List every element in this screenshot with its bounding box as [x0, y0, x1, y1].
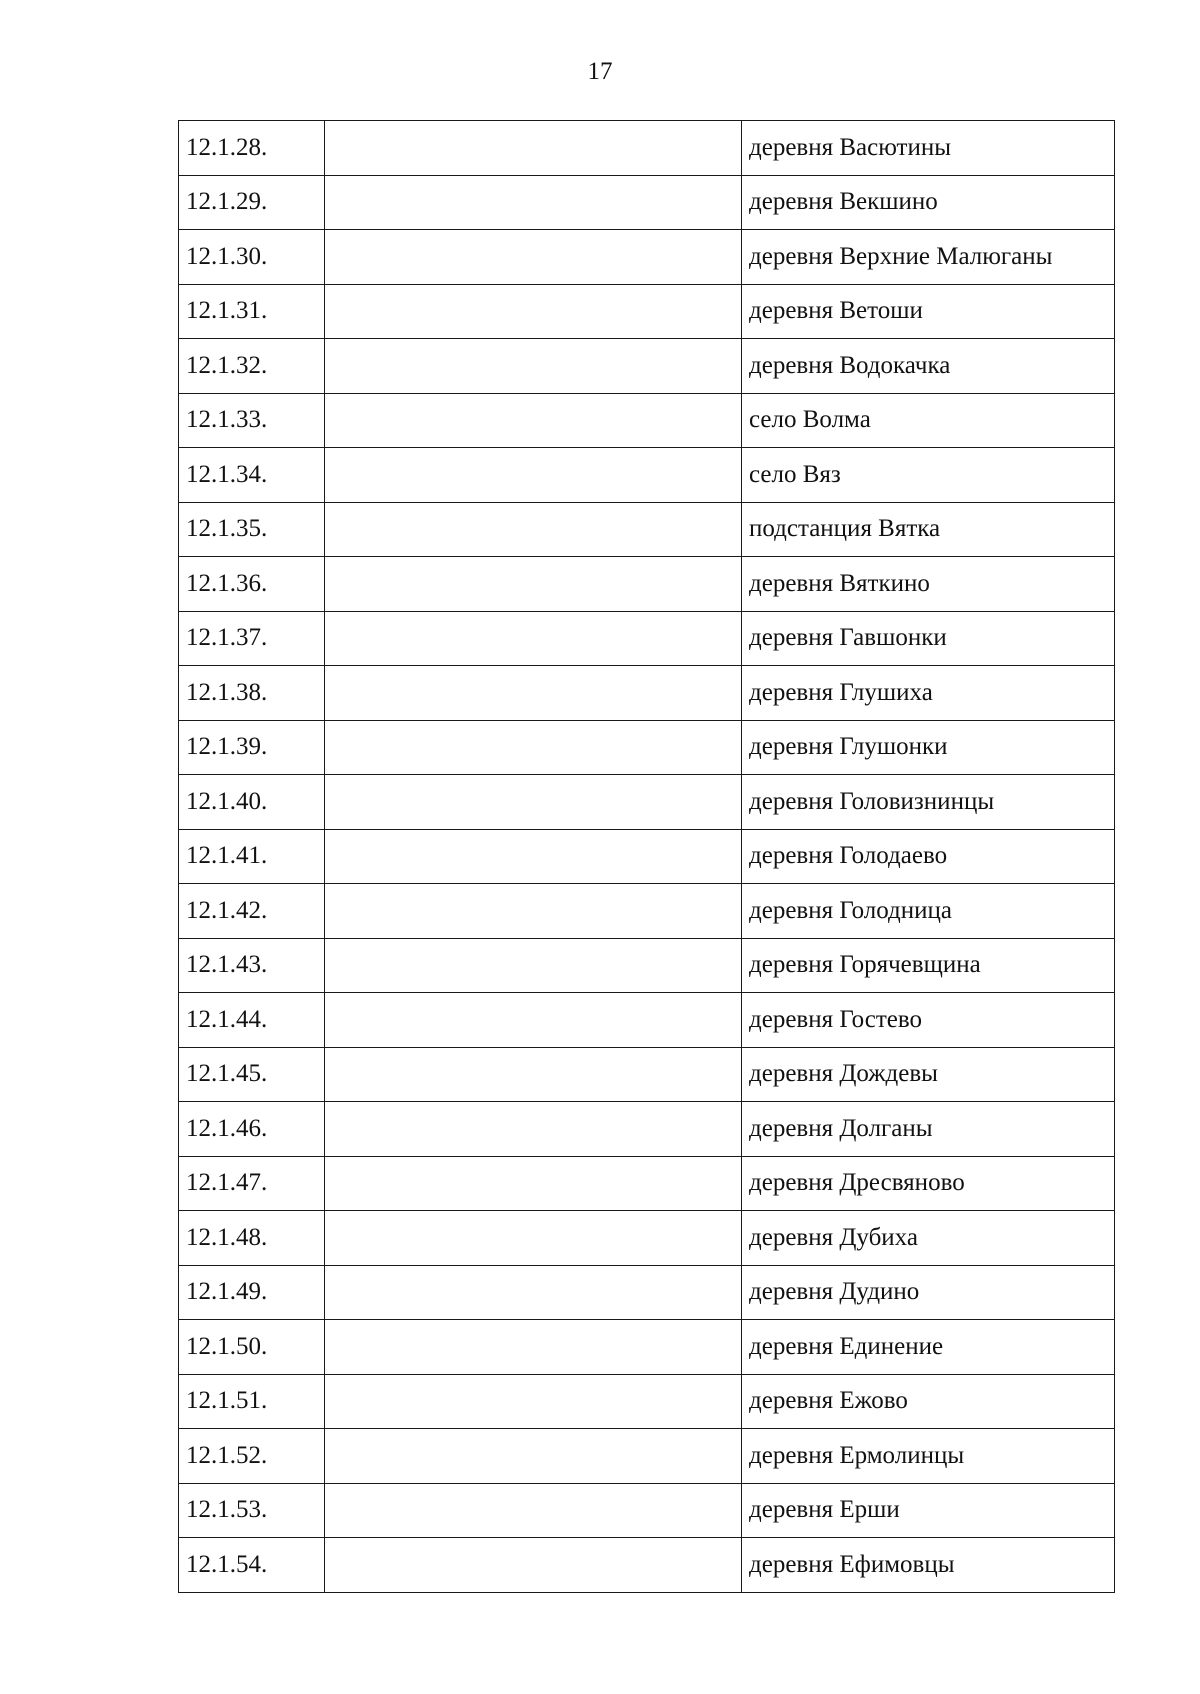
row-empty-cell: [325, 1047, 742, 1102]
table-row: [179, 1320, 1115, 1375]
row-code-cell: 12.1.44.: [179, 993, 325, 1048]
row-empty-cell: [325, 121, 742, 176]
row-settlement-name-cell: деревня Гостево: [742, 993, 1115, 1048]
row-code-cell: 12.1.54.: [179, 1538, 325, 1593]
row-settlement-name-cell: деревня Глушонки: [742, 720, 1115, 775]
row-empty-cell: [325, 775, 742, 830]
row-empty-cell: [325, 884, 742, 939]
row-settlement-name-cell: село Вяз: [742, 448, 1115, 503]
table-row: [179, 1483, 1115, 1538]
row-code-cell: 12.1.32.: [179, 339, 325, 394]
row-settlement-name-cell: деревня Единение: [742, 1320, 1115, 1375]
table-row: [179, 1047, 1115, 1102]
row-empty-cell: [325, 1211, 742, 1266]
row-empty-cell: [325, 1265, 742, 1320]
table-row: [179, 611, 1115, 666]
row-code-cell: 12.1.53.: [179, 1483, 325, 1538]
table-row: [179, 284, 1115, 339]
table-row: [179, 502, 1115, 557]
table-row: [179, 993, 1115, 1048]
table-row: [179, 1211, 1115, 1266]
row-settlement-name-cell: деревня Дресвяново: [742, 1156, 1115, 1211]
row-settlement-name-cell: деревня Дудино: [742, 1265, 1115, 1320]
table-row: [179, 720, 1115, 775]
row-code-cell: 12.1.36.: [179, 557, 325, 612]
row-settlement-name-cell: деревня Ежово: [742, 1374, 1115, 1429]
row-settlement-name-cell: деревня Ефимовцы: [742, 1538, 1115, 1593]
row-empty-cell: [325, 1483, 742, 1538]
table-row: [179, 557, 1115, 612]
table-row: [179, 1102, 1115, 1157]
row-code-cell: 12.1.29.: [179, 175, 325, 230]
row-empty-cell: [325, 1320, 742, 1375]
row-settlement-name-cell: деревня Векшино: [742, 175, 1115, 230]
row-settlement-name-cell: деревня Глушиха: [742, 666, 1115, 721]
row-settlement-name-cell: деревня Водокачка: [742, 339, 1115, 394]
table-row: [179, 121, 1115, 176]
row-empty-cell: [325, 829, 742, 884]
table-body: [179, 121, 1115, 1593]
table-row: [179, 175, 1115, 230]
row-code-cell: 12.1.35.: [179, 502, 325, 557]
row-empty-cell: [325, 993, 742, 1048]
row-settlement-name-cell: деревня Верхние Малюганы: [742, 230, 1115, 285]
table-row: [179, 938, 1115, 993]
row-code-cell: 12.1.48.: [179, 1211, 325, 1266]
row-settlement-name-cell: деревня Головизнинцы: [742, 775, 1115, 830]
row-settlement-name-cell: деревня Гавшонки: [742, 611, 1115, 666]
row-settlement-name-cell: деревня Долганы: [742, 1102, 1115, 1157]
row-empty-cell: [325, 448, 742, 503]
row-empty-cell: [325, 1429, 742, 1484]
table-row: [179, 393, 1115, 448]
table-row: [179, 1374, 1115, 1429]
row-code-cell: 12.1.37.: [179, 611, 325, 666]
table-row: [179, 884, 1115, 939]
row-settlement-name-cell: подстанция Вятка: [742, 502, 1115, 557]
row-empty-cell: [325, 230, 742, 285]
table-row: [179, 829, 1115, 884]
row-settlement-name-cell: деревня Горячевщина: [742, 938, 1115, 993]
row-empty-cell: [325, 393, 742, 448]
row-settlement-name-cell: деревня Васютины: [742, 121, 1115, 176]
row-code-cell: 12.1.31.: [179, 284, 325, 339]
row-empty-cell: [325, 611, 742, 666]
row-code-cell: 12.1.28.: [179, 121, 325, 176]
row-settlement-name-cell: деревня Дождевы: [742, 1047, 1115, 1102]
row-empty-cell: [325, 720, 742, 775]
row-empty-cell: [325, 1156, 742, 1211]
row-empty-cell: [325, 339, 742, 394]
row-code-cell: 12.1.40.: [179, 775, 325, 830]
row-settlement-name-cell: деревня Вяткино: [742, 557, 1115, 612]
row-empty-cell: [325, 1374, 742, 1429]
table-row: [179, 1156, 1115, 1211]
table-row: [179, 339, 1115, 394]
row-empty-cell: [325, 557, 742, 612]
table-row: [179, 666, 1115, 721]
row-code-cell: 12.1.34.: [179, 448, 325, 503]
table-row: [179, 448, 1115, 503]
row-settlement-name-cell: село Волма: [742, 393, 1115, 448]
table-row: [179, 1265, 1115, 1320]
row-empty-cell: [325, 666, 742, 721]
row-empty-cell: [325, 284, 742, 339]
row-empty-cell: [325, 1538, 742, 1593]
table-row: [179, 775, 1115, 830]
row-code-cell: 12.1.45.: [179, 1047, 325, 1102]
row-settlement-name-cell: деревня Голодаево: [742, 829, 1115, 884]
row-settlement-name-cell: деревня Ветоши: [742, 284, 1115, 339]
row-code-cell: 12.1.49.: [179, 1265, 325, 1320]
row-settlement-name-cell: деревня Дубиха: [742, 1211, 1115, 1266]
row-settlement-name-cell: деревня Голодница: [742, 884, 1115, 939]
row-code-cell: 12.1.46.: [179, 1102, 325, 1157]
row-empty-cell: [325, 1102, 742, 1157]
row-code-cell: 12.1.39.: [179, 720, 325, 775]
row-code-cell: 12.1.52.: [179, 1429, 325, 1484]
row-code-cell: 12.1.50.: [179, 1320, 325, 1375]
row-empty-cell: [325, 175, 742, 230]
row-empty-cell: [325, 502, 742, 557]
settlements-table: [178, 120, 1115, 1593]
page-number: 17: [587, 58, 613, 85]
row-settlement-name-cell: деревня Ермолинцы: [742, 1429, 1115, 1484]
row-code-cell: 12.1.51.: [179, 1374, 325, 1429]
row-code-cell: 12.1.38.: [179, 666, 325, 721]
row-empty-cell: [325, 938, 742, 993]
row-code-cell: 12.1.42.: [179, 884, 325, 939]
row-code-cell: 12.1.33.: [179, 393, 325, 448]
row-code-cell: 12.1.47.: [179, 1156, 325, 1211]
row-code-cell: 12.1.43.: [179, 938, 325, 993]
row-settlement-name-cell: деревня Ерши: [742, 1483, 1115, 1538]
table-row: [179, 230, 1115, 285]
table-row: [179, 1538, 1115, 1593]
table-row: [179, 1429, 1115, 1484]
row-code-cell: 12.1.41.: [179, 829, 325, 884]
row-code-cell: 12.1.30.: [179, 230, 325, 285]
